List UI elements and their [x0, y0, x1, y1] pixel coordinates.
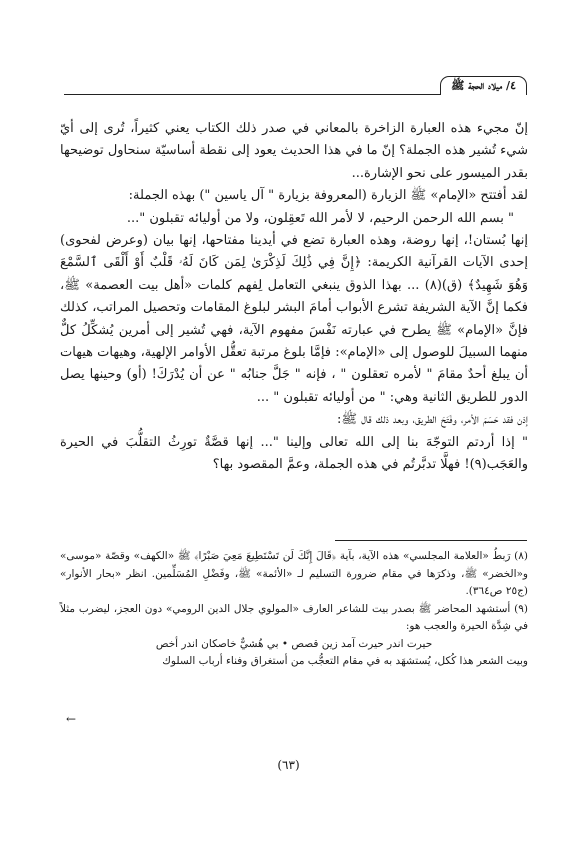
footnotes: [60, 548, 528, 671]
paragraph-tawajjuh: " إذا أردتم التوجّهَ بنا إلى الله تعالى وإلينا "... إنها قصَّةٌ تورِثُ التقلُّبَ في الحيرة والعَجَب(٩)! فهلَّا تدبَّرتُم في هذه الجملة، وعمَّ المقصود بها؟: [60, 434, 528, 473]
paragraph-explanation: إنها بُستان!، إنها روضة، وهذه العبارة تضع في أيدينا مفتاحها، إنها بيان (وعرض لفحوى) إحدى الآيات القرآنية الكريمة: ﴿إِنَّ فِي ذَٰلِكَ لَذِكْرَىٰ لِمَن كَانَ لَهُۥ قَلْبٌ أَوْ أَلْقَى ٱلسَّمْعَ وَهُوَ شَهِيدٌ﴾ (ق)(٨) ... بهذا الذوق ينبغي التعامل لِفهم كلمات «أهل بيت العصمة» ﷺ، فكما إنَّ الآية الشريفة تشرع الأبواب أمامَ البشر لبلوغ المقامات وتحصيل المراتب، كذلك فإنَّ «الإمام» ﷺ يطرح في عبارته نَفْسَ مفهوم الآية، فهي تُشير إلى أمرين يُشكِّلُ كلٌّ منهما السبيلَ للوصول إلى «الإمام»: فإمَّا بلوغ مرتبة تعقُّل الأوامر الإلهية، وهيهات هيهات أن يبلغ أحدٌ مقامَ " لأمره تعقلون " ، فإنه " جَلَّ جنابُه " عن أن يُدْرَكَ! (أو) وحينها يصل الدور للطريق الثانية وهي: " من أوليائه تقبلون " ...: [60, 233, 528, 405]
running-title: ٤/ ميلاد الحجة ﷺ: [440, 76, 527, 95]
footnote-9: (٩) أستشهد المحاضر ﷺ بصدر بيت للشاعر العارف «المولوي جلال الدين الرومي» دون العجز، ليضرب مثلاً في شِدَّة الحيرة والعجب هو:: [60, 602, 528, 632]
quote-basmala: " بسم الله الرحمن الرحيم، لا لأمر الله تَعقِلون، ولا من أوليائه تقبلون "...: [126, 210, 514, 226]
footnote-verse: حيرت اندر حيرت آمد زين قصص • بي هُشيٌّ خاصكان اندر أخص: [155, 637, 433, 650]
footnote-9-continued: وبيت الشعر هذا كُكل، يُستشهَد به في مقام التعجُّب من أستغراق وفناء أرباب السلوك: [162, 655, 528, 667]
running-header: [64, 76, 527, 100]
footnote-rule: [335, 540, 527, 541]
paragraph-ziyara: لقد أفتتح «الإمام» ﷺ الزيارة (المعروفة بزيارة " آل ياسين ") بهذه الجملة:: [128, 188, 528, 204]
main-text: [60, 118, 528, 477]
paragraph-decision: إذن فقد حَسَمَ الأمر، وفَتَحَ الطريق، وبعد ذلك قال ﷺ:: [337, 412, 528, 428]
page-number: (٦٣): [277, 758, 300, 772]
footnote-8: (٨) رَبطُ «العلامة المجلسي» هذه الآية، بآية ﴿قَالَ إِنَّكَ لَن تَسْتَطِيعَ مَعِيَ صَبْرًا﴾ ﷺ «الكهف» وقصّة «موسى» و«الخضر» ﷺ، وذكرَها في مقام ضرورة التسليم لـ «الأئمة» ﷺ، وفَضْلِ المُسَلِّمين. انظر «بحار الأنوار» (ج٢٥ ص٣٦٤).: [60, 550, 528, 597]
paragraph-intro: إنّ مجيء هذه العبارة الزاخرة بالمعاني في صدر ذلك الكتاب يعني كثيراً، تُرى إلى أيّ شيء تُشير هذه الجملة؟ إنّ ما في هذا الحديث يعود إلى نقطة أساسيّة سنحاول توضيحها بقدر الميسور على نحو الإشارة...: [60, 121, 528, 181]
continuation-arrow-icon: ←: [66, 712, 77, 726]
